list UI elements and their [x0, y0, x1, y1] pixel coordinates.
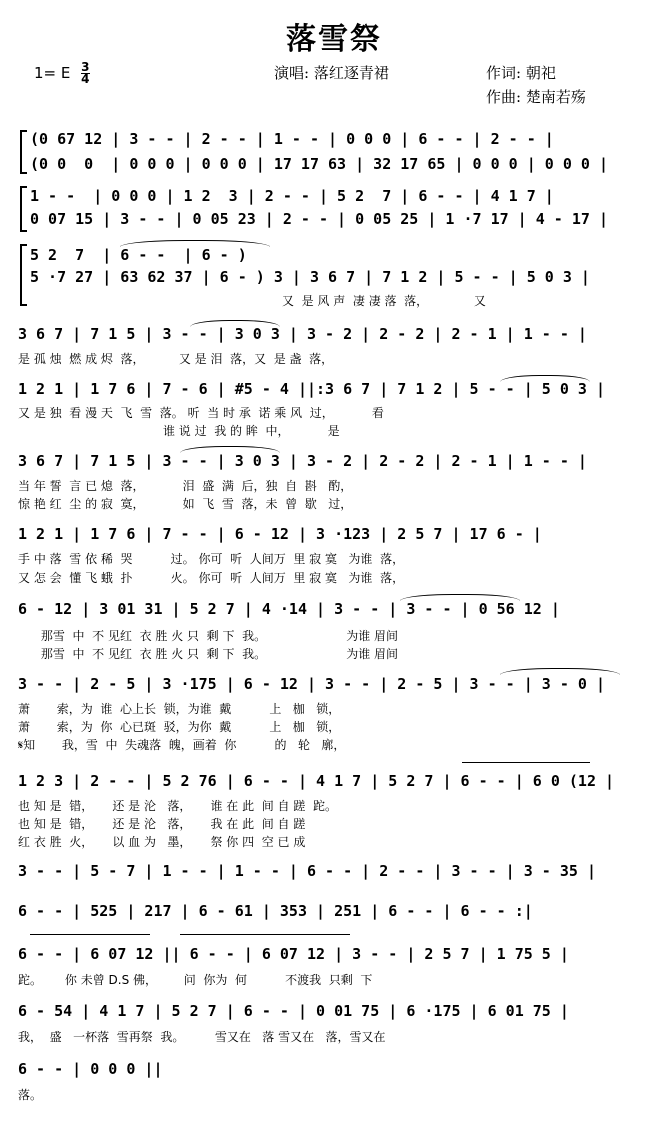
- time-sig-top: 3: [81, 60, 90, 74]
- notation-line: 3 6 7 | 7 1 5 | 3 - - | 3 0 3 | 3 - 2 | 2 - 2 | 2 - 1 | 1 - - |: [18, 452, 587, 470]
- lyricist-credit: 作词: 朝祀: [486, 64, 556, 82]
- notation-line: 3 - - | 5 - 7 | 1 - - | 1 - - | 6 - - | 2 - - | 3 - - | 3 - 35 |: [18, 862, 596, 880]
- composer-credit: 作曲: 楚南若殇: [486, 88, 586, 106]
- singer-credit: 演唱: 落红逐青裙: [274, 64, 389, 82]
- lyric-line: 红 衣 胜 火， 以 血 为 墨， 祭 你 四 空 已 成: [18, 835, 306, 849]
- notation-line: 6 - 12 | 3 01 31 | 5 2 7 | 4 ·14 | 3 - - | 3 - - | 0 56 12 |: [18, 600, 560, 618]
- lyric-line: 我， 盛 一杯落 雪再祭 我。 雪又在 落 雪又在 落，雪又在: [18, 1030, 386, 1044]
- notation-line: 6 - - | 0 0 0 ||: [18, 1060, 163, 1078]
- notation-line: 1 2 1 | 1 7 6 | 7 - 6 | #5 - 4 ||:3 6 7 | 7 1 2 | 5 - - | 5 0 3 |: [18, 380, 605, 398]
- key-signature: [34, 62, 90, 85]
- song-title: 落雪祭: [286, 22, 382, 57]
- volta-bracket-1: [462, 762, 590, 763]
- notation-line: (0 67 12 | 3 - - | 2 - - | 1 - - | 0 0 0 | 6 - - | 2 - - |: [30, 130, 554, 148]
- tie-arc: [120, 240, 270, 247]
- notation-line: 0 07 15 | 3 - - | 0 05 23 | 2 - - | 0 05 25 | 1 ·7 17 | 4 - 17 |: [30, 210, 608, 228]
- lyric-line: 也 知 是 错， 还 是 沦 落， 谁 在 此 间 自 蹉 跎。: [18, 799, 337, 813]
- tie-arc: [500, 668, 620, 675]
- notation-line: (0 0 0 | 0 0 0 | 0 0 0 | 17 17 63 | 32 17 65 | 0 0 0 | 0 0 0 |: [30, 155, 608, 173]
- lyric-line: 又 是 独 看 漫 天 飞 雪 落。 听 当 时 承 诺 乘 风 过， 看: [18, 406, 384, 420]
- lyric-line: 惊 艳 红 尘 的 寂 寞， 如 飞 雪 落，未 曾 歇 过，: [18, 497, 353, 511]
- lyric-line: 手 中 落 雪 依 稀 哭 过。 你可 听 人间万 里 寂 寞 为谁 落，: [18, 552, 405, 566]
- notation-line: 6 - - | 6 07 12 || 6 - - | 6 07 12 | 3 - - | 2 5 7 | 1 75 5 |: [18, 945, 569, 963]
- lyric-line: 谁 说 过 我 的 眸 中， 是: [18, 424, 340, 438]
- lyric-line: 当 年 誓 言 已 熄 落， 泪 盛 满 后，独 自 斟 酌，: [18, 479, 353, 493]
- lyric-line: 又 怎 会 懂 飞 蛾 扑 火。 你可 听 人间万 里 寂 寞 为谁 落，: [18, 571, 405, 585]
- tie-arc: [500, 375, 590, 382]
- system-brace: [20, 130, 27, 174]
- notation-line: 6 - 54 | 4 1 7 | 5 2 7 | 6 - - | 0 01 75 | 6 ·175 | 6 01 75 |: [18, 1002, 569, 1020]
- volta-bracket-2: [30, 934, 150, 935]
- lyric-line: 落。: [18, 1088, 43, 1102]
- volta-bracket-3: [180, 934, 350, 935]
- lyric-line: 也 知 是 错， 还 是 沦 落， 我 在 此 间 自 蹉: [18, 817, 306, 831]
- notation-line: 1 2 1 | 1 7 6 | 7 - - | 6 - 12 | 3 ·123 | 2 5 7 | 17 6 - |: [18, 525, 542, 543]
- notation-line: 5 2 7 | 6 - - | 6 - ): [30, 246, 247, 264]
- notation-line: 1 - - | 0 0 0 | 1 2 3 | 2 - - | 5 2 7 | 6 - - | 4 1 7 |: [30, 187, 554, 205]
- lyric-line: 萧 索，为 谁 心上长 锁，为谁 戴 上 枷 锁，: [18, 702, 341, 716]
- time-signature: [81, 62, 89, 85]
- key-label: 1= E: [34, 64, 71, 82]
- time-sig-bottom: 4: [81, 72, 90, 86]
- lyric-line: 又 是 风 声 凄 凄 落 落， 又: [282, 294, 486, 308]
- tie-arc: [400, 594, 520, 601]
- tie-arc: [190, 320, 280, 327]
- lyric-line: 萧 索，为 你 心已斑 驳，为你 戴 上 枷 锁，: [18, 720, 341, 734]
- lyric-line: 是 孤 烛 燃 成 烬 落， 又 是 泪 落，又 是 盏 落，: [18, 352, 334, 366]
- notation-line: 3 - - | 2 - 5 | 3 ·175 | 6 - 12 | 3 - - | 2 - 5 | 3 - - | 3 - 0 |: [18, 675, 605, 693]
- system-brace: [20, 186, 27, 232]
- notation-line: 1 2 3 | 2 - - | 5 2 76 | 6 - - | 4 1 7 | 5 2 7 | 6 - - | 6 0 (12 |: [18, 772, 615, 790]
- tie-arc: [180, 446, 280, 453]
- system-brace: [20, 244, 27, 306]
- lyric-line: 𝄋知 我，雪 中 失魂落 魄，画着 你 的 轮 廓，: [18, 738, 346, 752]
- lyric-line: 那雪 中 不 见红 衣 胜 火 只 剩 下 我。 为谁 眉间: [18, 629, 399, 643]
- notation-line: 3 6 7 | 7 1 5 | 3 - - | 3 0 3 | 3 - 2 | 2 - 2 | 2 - 1 | 1 - - |: [18, 325, 587, 343]
- notation-line: 5 ·7 27 | 63 62 37 | 6 - ) 3 | 3 6 7 | 7 1 2 | 5 - - | 5 0 3 |: [30, 268, 590, 286]
- lyric-line: 跎。 你 未曾 D.S 佛， 问 你为 何 不渡我 只剩 下: [18, 973, 373, 987]
- notation-line: 6 - - | 525 | 217 | 6 - 61 | 353 | 251 | 6 - - | 6 - - :|: [18, 902, 533, 920]
- lyric-line: 那雪 中 不 见红 衣 胜 火 只 剩 下 我。 为谁 眉间: [18, 647, 399, 661]
